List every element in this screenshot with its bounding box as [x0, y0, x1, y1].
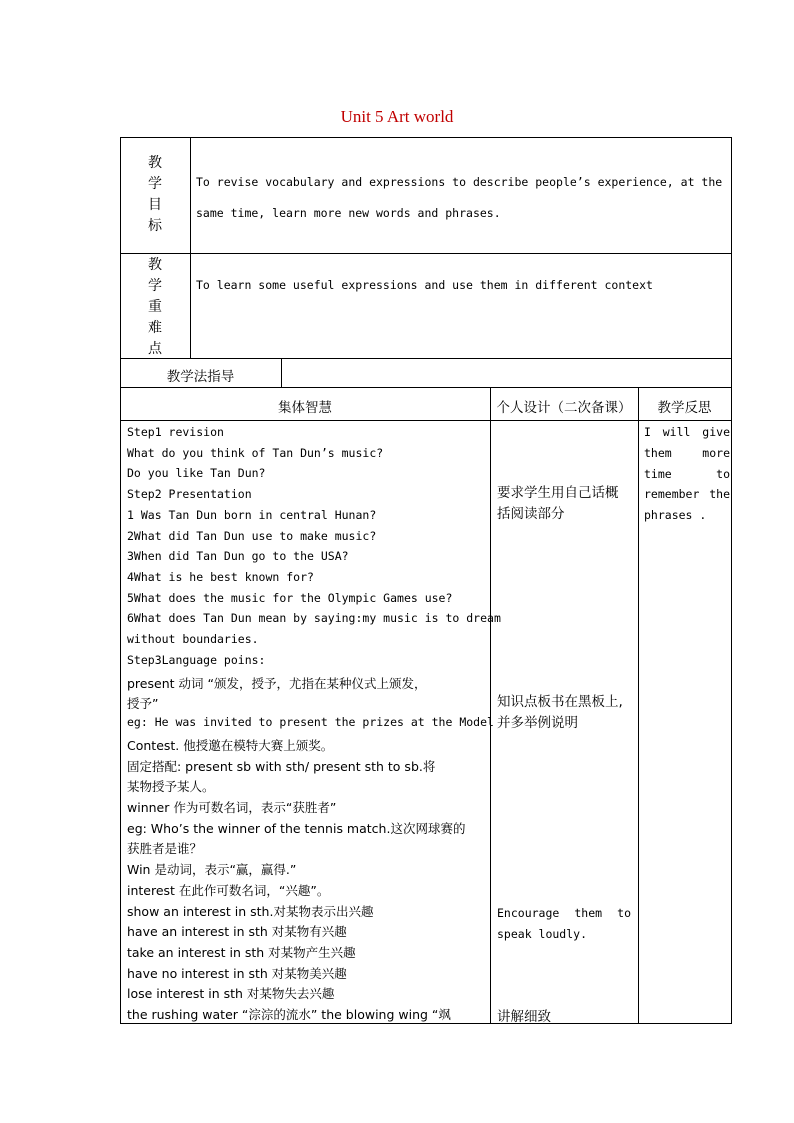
content-line: Contest. 他授邀在模特大赛上颁奖。 — [127, 737, 334, 753]
lesson-plan-table — [120, 137, 732, 1024]
content-line: lose interest in sth 对某物失去兴趣 — [127, 986, 335, 1002]
content-line: 获胜者是谁？ — [127, 841, 203, 857]
personal-note-4: 讲解细致 — [497, 1009, 551, 1025]
content-line: 4What is he best known for? — [127, 570, 314, 585]
content-line: Step1 revision — [127, 425, 224, 439]
difficulty-label: 教 学 重 难 点 — [148, 257, 162, 357]
content-line: eg: He was invited to present the prizes at the Model — [127, 715, 494, 730]
objective-text: To revise vocabulary and expressions to describe people’s experience, at the same time, learn more new words and phrases. — [196, 175, 723, 220]
content-line: Win 是动词，表示“赢，赢得.” — [127, 862, 297, 878]
header-reflection: 教学反思 — [657, 400, 712, 416]
personal-note-2: 知识点板书在黑板上, 并多举例说明 — [497, 694, 623, 731]
content-line: 某物授予某人。 — [127, 779, 215, 795]
personal-note-3: Encourage them to speak loudly. — [497, 906, 631, 941]
content-line: interest 在此作可数名词，“兴趣”。 — [127, 882, 330, 898]
content-line: have no interest in sth 对某物美兴趣 — [127, 965, 347, 981]
content-line: 5What does the music for the Olympic Games use? — [127, 590, 453, 605]
personal-note-1: 要求学生用自己话概 括阅读部分 — [497, 485, 619, 522]
content-line: winner 作为可数名词，表示“获胜者” — [127, 799, 337, 815]
content-line: What do you think of Tan Dun’s music? — [127, 445, 384, 460]
objective-label: 教 学 目 标 — [148, 155, 162, 234]
content-line: have an interest in sth 对某物有兴趣 — [127, 924, 347, 940]
content-line: show an interest in sth.对某物表示出兴趣 — [127, 903, 374, 919]
content-line: the rushing water “淙淙的流水” the blowing wing “飒 — [127, 1007, 451, 1023]
content-line: 2What did Tan Dun use to make music? — [127, 528, 377, 543]
method-label: 教学法指导 — [166, 369, 235, 385]
content-line: Do you like Tan Dun? — [127, 466, 266, 481]
difficulty-text: To learn some useful expressions and use them in different context — [196, 278, 653, 292]
content-line: without boundaries. — [127, 632, 259, 647]
content-line: 1 Was Tan Dun born in central Hunan? — [127, 507, 377, 522]
content-line: 6What does Tan Dun mean by saying:my music is to dream — [127, 611, 501, 626]
header-personal: 个人设计（二次备课） — [496, 400, 632, 416]
content-line: Step3Language poins: — [127, 652, 266, 667]
content-line: Step2 Presentation — [127, 487, 252, 502]
content-line: 固定搭配: present sb with sth/ present sth to sb.将 — [127, 758, 436, 774]
content-line: eg: Who’s the winner of the tennis match.这次网球赛的 — [127, 820, 466, 836]
page-title: Unit 5 Art world — [340, 107, 454, 126]
collective-content — [120, 420, 501, 1023]
content-line: take an interest in sth 对某物产生兴趣 — [127, 945, 356, 960]
content-line: present 动词 “颁发，授予，尤指在某种仪式上颁发， — [127, 675, 427, 691]
content-line: 3When did Tan Dun go to the USA? — [127, 549, 349, 564]
content-line: 授予” — [127, 696, 159, 712]
header-collective: 集体智慧 — [278, 400, 332, 416]
reflection-text: I will give them more time to remember the phrases . — [644, 425, 730, 523]
